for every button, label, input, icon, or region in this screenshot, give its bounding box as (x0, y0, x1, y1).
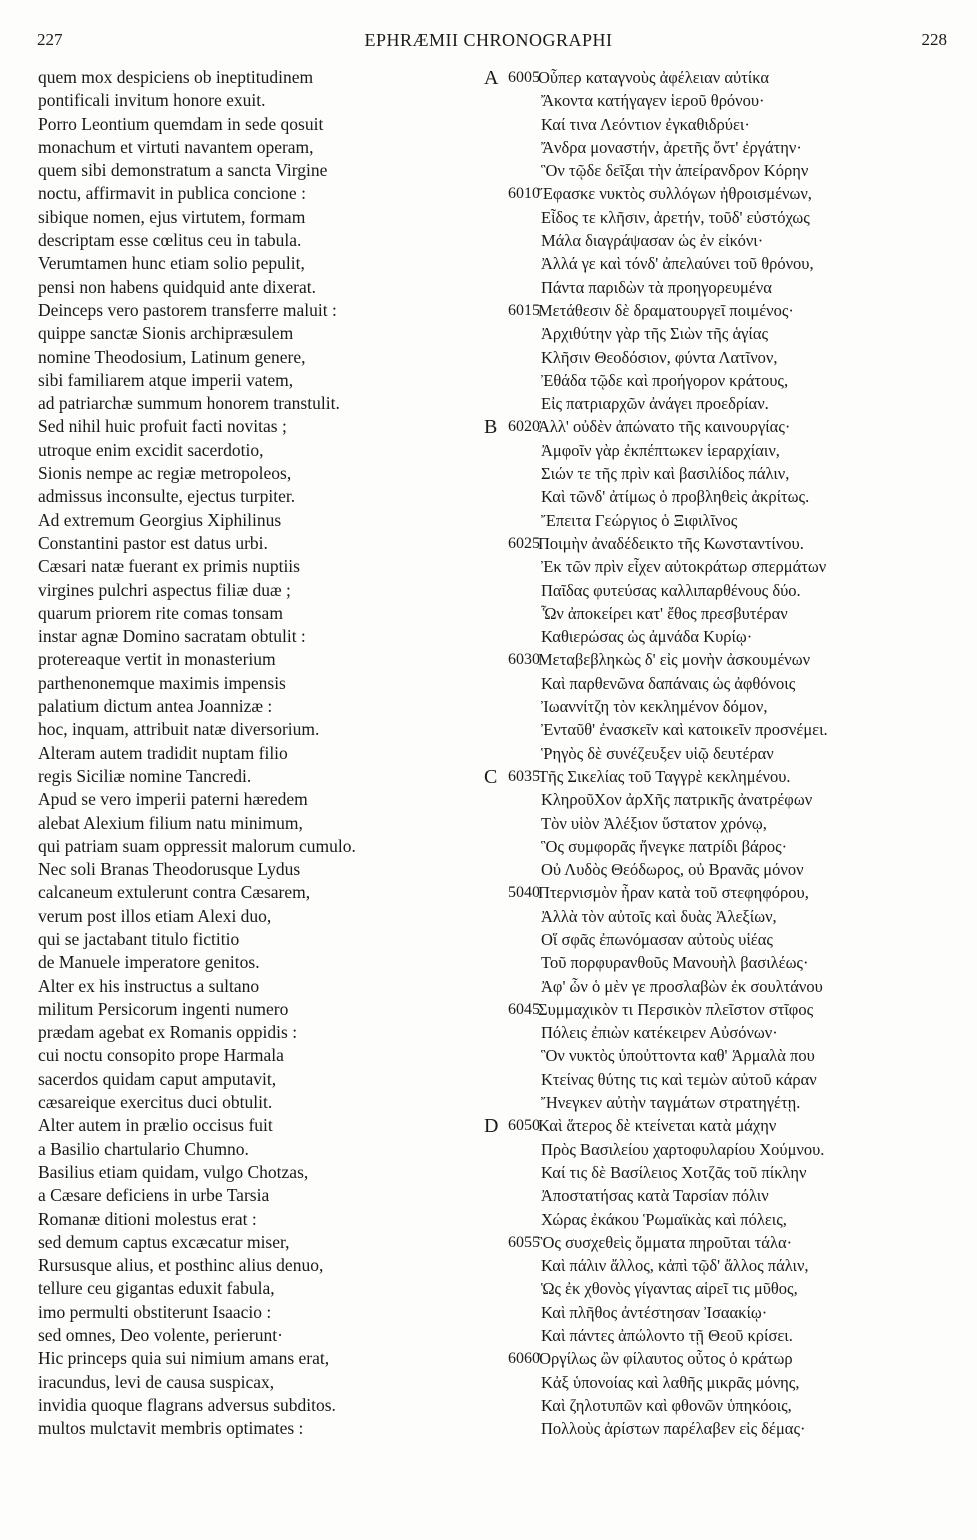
greek-verse-text: Ἐκ τῶν πρὶν εἶχεν αὐτοκράτωρ σπερμάτων (541, 557, 827, 577)
latin-line: pensi non habens quidquid ante dixerat. (38, 276, 316, 297)
greek-verse-text: Ἀλλ' οὐδὲν ἀπώνατο τῆς καινουργίας· (538, 417, 791, 437)
latin-line: militum Persicorum ingenti numero (38, 998, 289, 1019)
greek-line (484, 322, 964, 345)
latin-line: quarum priorem rite comas tonsam (38, 602, 283, 623)
greek-line (484, 1394, 964, 1417)
greek-verse-text: Συμμαχικὸν τι Περσικὸν πλεῖστον στῖφος (538, 999, 814, 1019)
latin-line: Nec soli Branas Theodorusque Lydus (38, 859, 301, 880)
verse-number: 6015 (508, 301, 540, 319)
greek-line (484, 1114, 964, 1137)
latin-line: qui se jactabant titulo fictitio (38, 928, 240, 949)
greek-line (484, 998, 964, 1021)
greek-line (484, 788, 964, 811)
latin-line: Sed nihil huic profuit facti novitas ; (38, 416, 287, 437)
greek-line (484, 1208, 964, 1231)
latin-line: sed demum captus excæcatur miser, (38, 1231, 290, 1252)
latin-line: a Basilio chartulario Chumno. (38, 1138, 249, 1159)
latin-line: alebat Alexium filium natu minimum, (38, 812, 303, 833)
greek-verse-text: Μεταβεβληκὼς δ' εἰς μονὴν ἀσκουμένων (538, 650, 811, 670)
greek-verse-text: Πρὸς Βασιλείου χαρτοφυλαρίου Χούμνου. (541, 1139, 825, 1159)
latin-line: Constantini pastor est datus urbi. (38, 532, 268, 553)
latin-line: Alter autem in prælio occisus fuit (38, 1115, 273, 1136)
greek-line (484, 765, 964, 788)
greek-verse-text: Καὶ ζηλοτυπῶν καὶ φθονῶν ὑπηκόοις, (541, 1395, 792, 1415)
greek-line (484, 66, 964, 89)
verse-number: 6055 (508, 1233, 540, 1251)
greek-line (484, 1324, 964, 1347)
section-marker: A (484, 67, 499, 89)
latin-line: quem mox despiciens ob ineptitudinem (38, 67, 314, 87)
verse-number: 6045 (508, 1000, 540, 1018)
greek-verse-text: Ἀποστατήσας κατὰ Ταρσίαν πόλιν (541, 1186, 769, 1206)
greek-line (484, 346, 964, 369)
greek-verse-text: Ὧν ἀποκείρει κατ' ἔθος πρεσβυτέραν (541, 603, 788, 623)
latin-line: virgines pulchri aspectus filiæ duæ ; (38, 579, 291, 600)
page-number-left: 227 (37, 30, 63, 49)
greek-verse-text: Ἔπειτα Γεώργιος ὁ Ξιφιλῖνος (541, 510, 738, 530)
greek-line (484, 1277, 964, 1300)
greek-verse-text: Ἀλλά γε καὶ τόνδ' ἀπελαύνει τοῦ θρόνου, (541, 254, 814, 274)
greek-verse-text: Τὸν υἱὸν Ἀλέξιον ὕστατον χρόνῳ, (541, 813, 767, 833)
greek-line (484, 718, 964, 741)
greek-verse-text: Ἄνδρα μοναστήν, ἀρετῆς ὄντ' ἐργάτην· (541, 137, 802, 157)
greek-verse-text: Ἰωαννίτζη τὸν κεκλημένον δόμον, (541, 697, 768, 717)
greek-verse-text: Καί τινα Λεόντιον ἐγκαθιδρύει· (541, 114, 750, 134)
greek-verse-text: Ἀλλὰ τὸν αὐτοῖς καὶ δυὰς Ἀλεξίων, (541, 906, 777, 926)
greek-verse-text: Ποιμὴν ἀναδέδεικτο τῆς Κωνσταντίνου. (538, 533, 804, 553)
greek-verse-text: Εἰς πατριαρχῶν ἀνάγει προεδρίαν. (541, 394, 769, 414)
greek-line (484, 369, 964, 392)
greek-verse-text: Πτερνισμὸν ἦραν κατὰ τοῦ στεφηφόρου, (538, 883, 809, 903)
greek-line (484, 672, 964, 695)
latin-line: nomine Theodosium, Latinum genere, (38, 346, 306, 367)
greek-verse-text: Εἶδος τε κλῆσιν, ἀρετήν, τοῦδ' εὐστόχως (541, 207, 810, 227)
greek-verse-text: Ἀρχιθύτην γὰρ τῆς Σιὼν τῆς ἁγίας (541, 324, 769, 344)
latin-line: Alteram autem tradidit nuptam filio (38, 742, 288, 763)
latin-line: qui patriam suam oppressit malorum cumulo. (38, 835, 356, 856)
latin-line: prædam agebat ex Romanis oppidis : (38, 1022, 298, 1043)
latin-line: instar agnæ Domino sacratam obtulit : (38, 626, 306, 647)
greek-verse-text: ΚληροῦΧον ἀρΧῆς πατρικῆς ἀνατρέφων (541, 790, 813, 810)
greek-line (484, 905, 964, 928)
latin-line: parthenonemque maximis impensis (38, 672, 286, 693)
greek-verse-text: Οὐ Λυδὸς Θεόδωρος, οὐ Βρανᾶς μόνον (541, 860, 804, 880)
latin-line: Basilius etiam quidam, vulgo Chotzas, (38, 1161, 309, 1182)
greek-line (484, 1091, 964, 1114)
greek-line (484, 1347, 964, 1370)
greek-line (484, 1231, 964, 1254)
greek-line (484, 742, 964, 765)
greek-verse-text: Κλῆσιν Θεοδόσιον, φύντα Λατῖνον, (541, 347, 778, 367)
section-marker: D (484, 1115, 499, 1138)
greek-verse-text: Πολλοὺς ἀρίστων παρέλαβεν εἰς δέμας· (541, 1419, 806, 1439)
greek-verse-text: Καὶ πάλιν ἄλλος, κἀπὶ τῷδ' ἄλλος πάλιν, (541, 1256, 809, 1276)
page-header (0, 30, 977, 54)
greek-line (484, 485, 964, 508)
greek-verse-text: Ῥηγὸς δὲ συνέζευξεν υἱῷ δευτέραν (541, 743, 774, 763)
greek-verse-text: Τοῦ πορφυρανθοῦς Μανουὴλ βασιλέως· (541, 953, 809, 973)
section-marker: C (484, 765, 498, 788)
greek-verse-text: Καὶ πάντες ἀπώλοντο τῇ Θεοῦ κρίσει. (541, 1326, 793, 1346)
greek-verse-text: Καί τις δὲ Βασίλειος Χοτζᾶς τοῦ πίκλην (541, 1162, 807, 1182)
greek-line (484, 182, 964, 205)
verse-number: 6050 (508, 1117, 540, 1135)
greek-line (484, 415, 964, 438)
verse-number: 6030 (508, 651, 540, 669)
latin-line: cæsareique exercitus duci obtulit. (38, 1092, 273, 1113)
greek-verse-text: Τῆς Σικελίας τοῦ Ταγγρὲ κεκλημένου. (538, 766, 791, 786)
greek-verse-text: Καὶ παρθενῶνα δαπάναις ὡς ἀφθόνοις (541, 673, 796, 693)
greek-verse-text: Καὶ πλῆθος ἀντέστησαν Ἰσαακίῳ· (541, 1302, 768, 1322)
verse-number: 6060 (508, 1350, 540, 1368)
page-number-right: 228 (921, 30, 947, 49)
greek-line (484, 439, 964, 462)
greek-line (484, 1254, 964, 1277)
greek-line (484, 299, 964, 322)
greek-line (484, 392, 964, 415)
latin-line: Deinceps vero pastorem transferre maluit : (38, 299, 337, 320)
greek-verse-text: Μάλα διαγράψασαν ὡς ἐν εἰκόνι· (541, 231, 764, 251)
greek-verse-text: Χώρας ἐκάκου Ῥωμαϊκὰς καὶ πόλεις, (541, 1209, 787, 1229)
greek-verse-text: Σιών τε τῆς πρὶν καὶ βασιλίδος πάλιν, (541, 464, 790, 484)
latin-line: Hic princeps quia sui nimium amans erat, (38, 1348, 330, 1369)
verse-number: 5040 (508, 884, 540, 902)
greek-line (484, 1301, 964, 1324)
greek-line (484, 276, 964, 299)
greek-line (484, 509, 964, 532)
latin-line: de Manuele imperatore genitos. (38, 952, 260, 973)
latin-line: sacerdos quidam caput amputavit, (38, 1068, 277, 1089)
latin-line: Verumtamen hunc etiam solio pepulit, (38, 253, 305, 274)
greek-text-column (484, 66, 964, 1441)
greek-line (484, 579, 964, 602)
greek-line (484, 1044, 964, 1067)
latin-line: quem sibi demonstratum a sancta Virgine (38, 160, 328, 181)
latin-line: Rursusque alius, et posthinc alius denuo, (38, 1255, 324, 1276)
greek-line (484, 835, 964, 858)
latin-line: Cæsari natæ fuerant ex primis nuptiis (38, 556, 300, 577)
greek-line (484, 229, 964, 252)
latin-line: monachum et virtuti navantem operam, (38, 136, 314, 157)
latin-line: pontificali invitum honore exuit. (38, 90, 266, 111)
latin-line: sed omnes, Deo volente, perierunt· (38, 1325, 283, 1346)
greek-verse-text: Ἀφ' ὧν ὁ μὲν γε προσλαβὼν ἐκ σουλτάνου (541, 976, 823, 996)
latin-line: tellure ceu gigantas eduxit fabula, (38, 1278, 275, 1299)
greek-verse-text: Ὃς συμφορᾶς ἤνεγκε πατρίδι βάρος· (541, 836, 788, 856)
verse-number: 6035 (508, 767, 540, 785)
latin-line: Sionis nempe ac regiæ metropoleos, (38, 463, 292, 484)
greek-line (484, 1417, 964, 1440)
running-title: EPHRÆMII CHRONOGRAPHI (364, 30, 613, 50)
greek-verse-text: Κτείνας θύτης τις καὶ τεμὼν αὐτοῦ κάραν (541, 1069, 817, 1089)
greek-verse-text: Ὃν τῷδε δεῖξαι τὴν ἀπείρανδρον Κόρην (541, 161, 809, 181)
latin-line: protereaque vertit in monasterium (38, 649, 276, 670)
latin-line: regis Siciliæ nomine Tancredi. (38, 765, 252, 786)
latin-line: cui noctu consopito prope Harmala (38, 1045, 284, 1066)
latin-line: Alter ex his instructus a sultano (38, 975, 260, 996)
greek-line (484, 462, 964, 485)
greek-line (484, 252, 964, 275)
greek-line (484, 602, 964, 625)
latin-line: verum post illos etiam Alexi duo, (38, 905, 272, 926)
latin-line: multos mulctavit membris optimates : (38, 1418, 304, 1439)
verse-number: 6005 (508, 69, 540, 86)
greek-verse-text: Μετάθεσιν δὲ δραματουργεῖ ποιμένος· (538, 300, 794, 320)
verse-number: 6025 (508, 534, 540, 552)
latin-line: palatium dictum antea Joannizæ : (38, 696, 273, 717)
greek-line (484, 648, 964, 671)
greek-line (484, 858, 964, 881)
greek-line (484, 206, 964, 229)
greek-verse-text: Καὶ ἅτερος δὲ κτείνεται κατὰ μάχην (538, 1116, 777, 1136)
greek-verse-text: Πάντα παριδὼν τὰ προηγορευμένα (541, 277, 772, 297)
latin-line: noctu, affirmavit in publica concione : (38, 183, 306, 204)
latin-line: Ad extremum Georgius Xiphilinus (38, 509, 282, 530)
latin-line: sibi familiarem atque imperii vatem, (38, 369, 294, 390)
greek-line (484, 1068, 964, 1091)
greek-verse-text: Οὗπερ καταγνοὺς ἀφέλειαν αὐτίκα (538, 68, 770, 87)
greek-line (484, 625, 964, 648)
greek-line (484, 951, 964, 974)
latin-line: calcaneum extulerunt contra Cæsarem, (38, 882, 311, 903)
greek-line (484, 881, 964, 904)
greek-line (484, 1184, 964, 1207)
greek-line (484, 1371, 964, 1394)
verse-number: 6020 (508, 418, 540, 436)
latin-line: descriptam esse cœlitus ceu in tabula. (38, 230, 302, 251)
greek-verse-text: Ὡς ἐκ χθονὸς γίγαντας αἱρεῖ τις μῦθος, (541, 1279, 798, 1299)
greek-line (484, 1021, 964, 1044)
latin-line: Porro Leontium quemdam in sede qosuit (38, 113, 324, 134)
greek-verse-text: Παῖδας φυτεύσας καλλιπαρθένους δύο. (541, 580, 801, 600)
latin-line: ad patriarchæ summum honorem transtulit. (38, 393, 340, 414)
greek-verse-text: Ὃν νυκτὸς ὑποὐττοντα καθ' Ἁρμαλὰ που (541, 1046, 815, 1066)
greek-line (484, 89, 964, 112)
greek-line (484, 555, 964, 578)
greek-verse-text: Πόλεις ἐπιὼν κατέκειρεν Αὐσόνων· (541, 1023, 778, 1043)
greek-line (484, 1161, 964, 1184)
greek-line (484, 928, 964, 951)
latin-line: Apud se vero imperii paterni hæredem (38, 789, 308, 810)
greek-line (484, 136, 964, 159)
greek-line (484, 532, 964, 555)
latin-line: invidia quoque flagrans adversus subditos. (38, 1394, 336, 1415)
greek-verse-text: Ἤνεγκεν αὐτὴν ταγμάτων στρατηγέτῃ. (541, 1093, 801, 1113)
greek-line (484, 695, 964, 718)
latin-line: hoc, inquam, attribuit natæ diversorium. (38, 719, 320, 740)
greek-verse-text: Καὶ τῶνδ' ἀτίμως ὁ προβληθεὶς ἀκρίτως. (541, 487, 810, 507)
latin-line: sibique nomen, ejus virtutem, formam (38, 206, 306, 227)
latin-line: Romanæ ditioni molestus erat : (38, 1208, 257, 1229)
latin-line: iracundus, levi de causa suspicax, (38, 1371, 275, 1392)
latin-line: admissus inconsulte, ejectus turpiter. (38, 486, 296, 507)
greek-verse-text: Ἐνταῦθ' ἐνασκεῖν καὶ κατοικεῖν προσνέμει. (541, 720, 828, 740)
greek-line (484, 812, 964, 835)
latin-line: a Cæsare deficiens in urbe Tarsia (38, 1185, 270, 1206)
greek-verse-text: Ὃς συσχεθεὶς ὄμματα πηροῦται τάλα· (538, 1232, 793, 1252)
latin-line: utroque enim excidit sacerdotio, (38, 439, 264, 460)
latin-translation-column (38, 66, 478, 1441)
latin-line: imo permulti obstiterunt Isaacio : (38, 1301, 272, 1322)
greek-verse-text: Ἄκοντα κατήγαγεν ἱεροῦ θρόνου· (541, 91, 765, 111)
greek-line (484, 113, 964, 136)
section-marker: B (484, 416, 498, 439)
greek-verse-text: Ἐθάδα τῷδε καὶ προήγορον κράτους, (541, 370, 789, 390)
greek-verse-text: Ὀργίλως ὢν φίλαυτος οὗτος ὁ κράτωρ (538, 1349, 793, 1369)
greek-verse-text: Κἀξ ὑπονοίας καὶ λαθῆς μικρᾶς μόνης, (541, 1372, 800, 1392)
greek-line (484, 159, 964, 182)
greek-verse-text: Ἔφασκε νυκτὸς συλλόγων ἠθροισμένων, (538, 184, 812, 204)
greek-verse-text: Ἀμφοῖν γὰρ ἐκπέπτωκεν ἱεραρχίαιν, (541, 440, 780, 460)
latin-line: quippe sanctæ Sionis archipræsulem (38, 323, 294, 344)
greek-verse-text: Καθιερώσας ὡς ἀμνάδα Κυρίῳ· (541, 627, 753, 647)
verse-number: 6010 (508, 185, 540, 203)
greek-line (484, 975, 964, 998)
greek-line (484, 1138, 964, 1161)
greek-verse-text: Οἵ σφᾶς ἐπωνόμασαν αὐτοὺς υἱέας (541, 929, 773, 949)
